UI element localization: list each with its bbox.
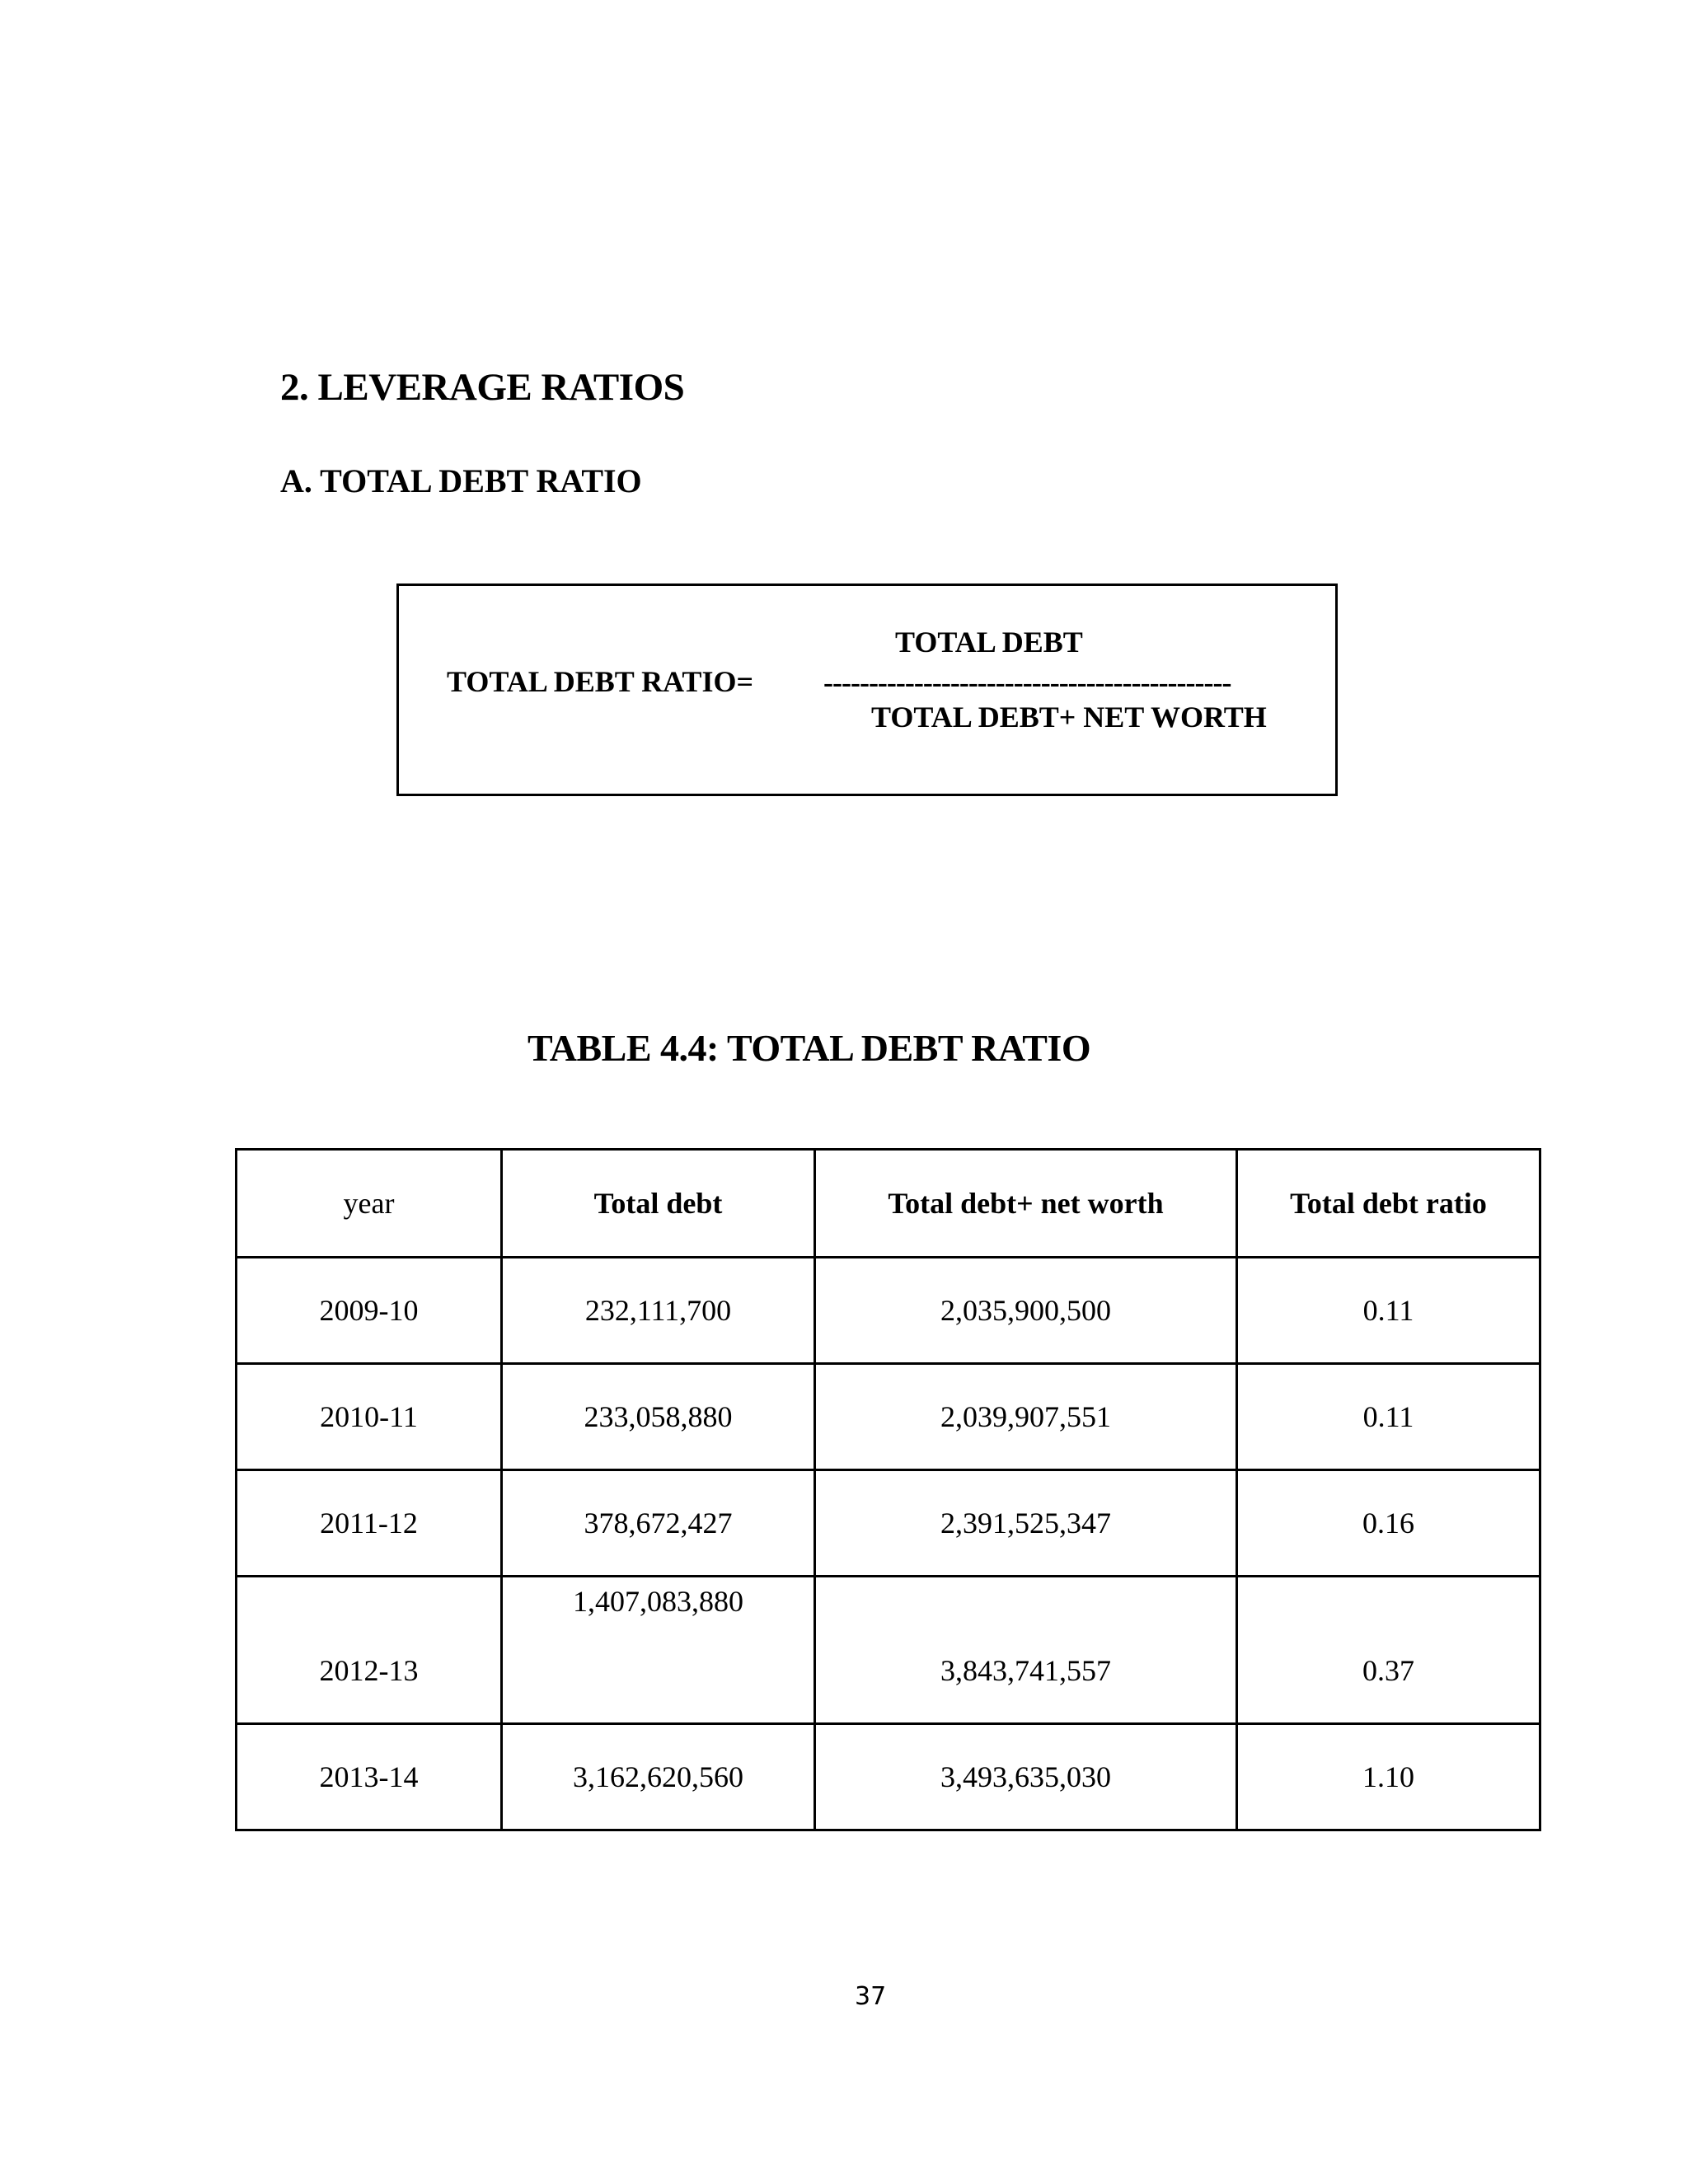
table-header-row bbox=[237, 1150, 1540, 1258]
header-year: year bbox=[237, 1150, 502, 1258]
cell-year: 2011-12 bbox=[237, 1470, 502, 1577]
page-number: 37 bbox=[855, 1982, 887, 2011]
cell-total-debt-net-worth: 3,843,741,557 bbox=[815, 1577, 1237, 1724]
section-heading: 2. LEVERAGE RATIOS bbox=[280, 366, 685, 409]
formula-denominator: TOTAL DEBT+ NET WORTH bbox=[871, 701, 1267, 733]
table-row bbox=[237, 1577, 1540, 1724]
table-row bbox=[237, 1258, 1540, 1364]
table-row bbox=[237, 1364, 1540, 1470]
cell-total-debt-net-worth: 2,391,525,347 bbox=[815, 1470, 1237, 1577]
cell-ratio: 0.11 bbox=[1237, 1364, 1540, 1470]
header-total-debt: Total debt bbox=[502, 1150, 815, 1258]
cell-ratio: 0.11 bbox=[1237, 1258, 1540, 1364]
cell-year: 2012-13 bbox=[237, 1577, 502, 1724]
cell-year: 2010-11 bbox=[237, 1364, 502, 1470]
cell-total-debt: 232,111,700 bbox=[502, 1258, 815, 1364]
header-total-debt-net-worth: Total debt+ net worth bbox=[815, 1150, 1237, 1258]
header-total-debt-ratio: Total debt ratio bbox=[1237, 1150, 1540, 1258]
cell-total-debt: 233,058,880 bbox=[502, 1364, 815, 1470]
cell-ratio: 0.37 bbox=[1237, 1577, 1540, 1724]
formula-box bbox=[396, 583, 1338, 796]
debt-ratio-table bbox=[235, 1148, 1541, 1831]
cell-ratio: 1.10 bbox=[1237, 1724, 1540, 1830]
sub-heading: A. TOTAL DEBT RATIO bbox=[280, 462, 642, 499]
formula-divider: --------------------------------------------- bbox=[823, 666, 1231, 699]
cell-year: 2013-14 bbox=[237, 1724, 502, 1830]
cell-total-debt-net-worth: 3,493,635,030 bbox=[815, 1724, 1237, 1830]
table-row bbox=[237, 1470, 1540, 1577]
table-row bbox=[237, 1724, 1540, 1830]
cell-total-debt-net-worth: 2,039,907,551 bbox=[815, 1364, 1237, 1470]
formula-numerator: TOTAL DEBT bbox=[895, 626, 1083, 658]
cell-year: 2009-10 bbox=[237, 1258, 502, 1364]
table-title: TABLE 4.4: TOTAL DEBT RATIO bbox=[528, 1027, 1091, 1069]
cell-total-debt: 378,672,427 bbox=[502, 1470, 815, 1577]
cell-total-debt-net-worth: 2,035,900,500 bbox=[815, 1258, 1237, 1364]
cell-ratio: 0.16 bbox=[1237, 1470, 1540, 1577]
cell-total-debt: 3,162,620,560 bbox=[502, 1724, 815, 1830]
formula-label: TOTAL DEBT RATIO= bbox=[447, 665, 753, 698]
cell-total-debt: 1,407,083,880 bbox=[502, 1577, 815, 1724]
